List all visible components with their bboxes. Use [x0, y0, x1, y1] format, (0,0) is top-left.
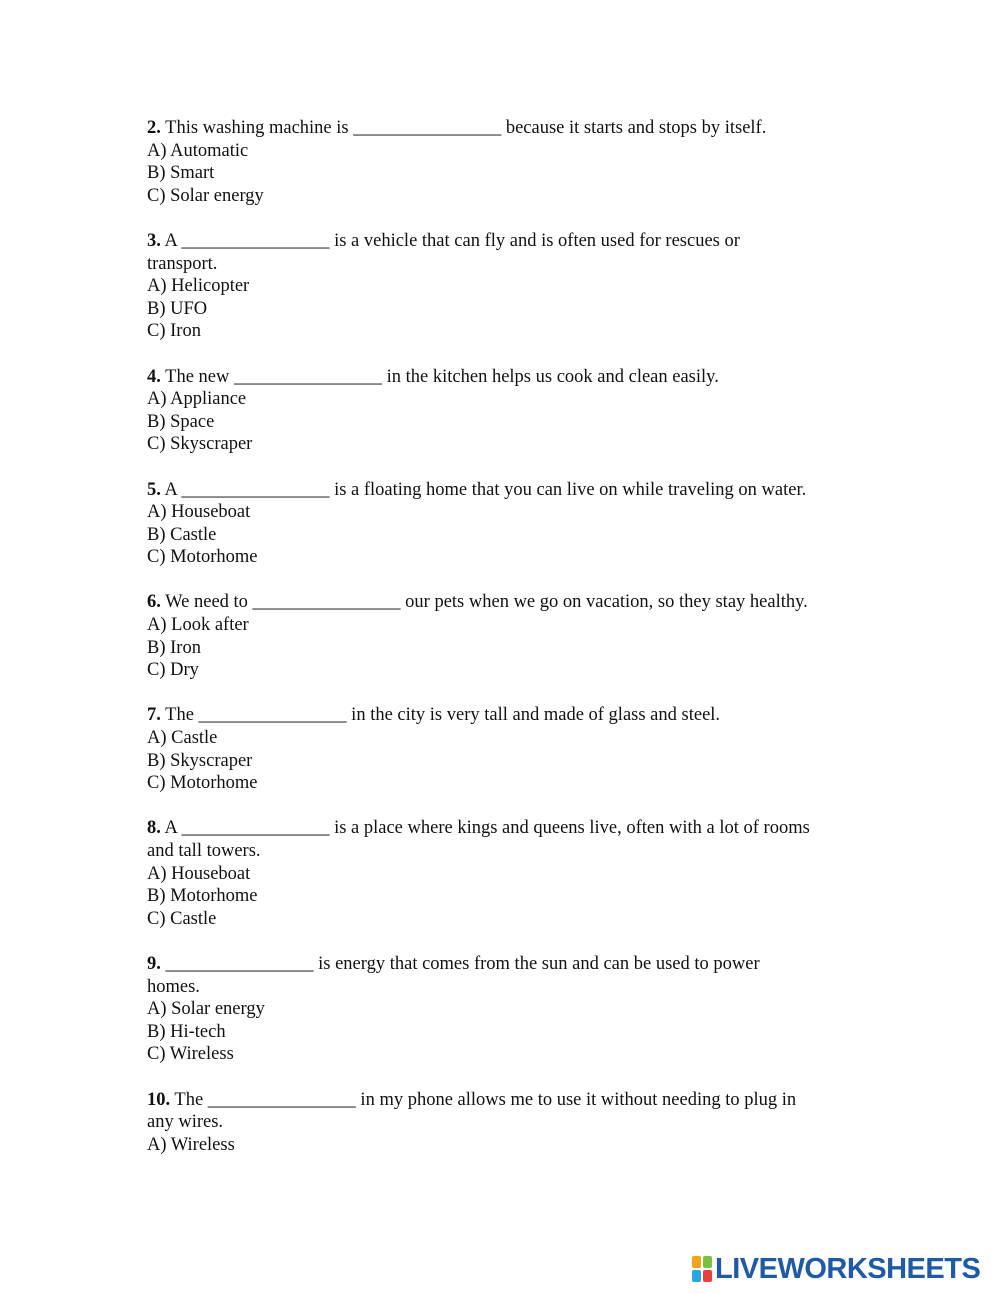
answer-option[interactable]: C) Wireless	[147, 1044, 234, 1065]
worksheet	[147, 117, 867, 1179]
question-block	[147, 817, 867, 930]
answer-option[interactable]: A) Houseboat	[147, 863, 251, 884]
question-text: The ________________ in the city is very tall and made of glass and steel.	[160, 705, 721, 726]
answer-option[interactable]: C) Skyscraper	[147, 434, 253, 455]
question-text: A ________________ is a floating home that you can live on while traveling on water.	[160, 479, 807, 500]
answer-option[interactable]: C) Solar energy	[147, 185, 264, 206]
question-text: A ________________ is a place where kings and queens live, often with a lot of rooms	[160, 818, 810, 839]
answer-option[interactable]: B) UFO	[147, 298, 208, 319]
answer-option[interactable]: A) Solar energy	[147, 999, 265, 1020]
answer-option[interactable]: A) Automatic	[147, 140, 249, 161]
question-number: 5.	[147, 479, 161, 500]
answer-option[interactable]: B) Hi-tech	[147, 1021, 226, 1042]
answer-option[interactable]: C) Dry	[147, 660, 199, 681]
answer-option[interactable]: A) Look after	[147, 615, 249, 636]
question-block	[147, 230, 867, 343]
question-text: and tall towers.	[147, 841, 261, 861]
question-prompt	[147, 704, 867, 727]
answer-option[interactable]: A) Houseboat	[147, 502, 251, 523]
question-text: The new ________________ in the kitchen helps us cook and clean easily.	[160, 366, 719, 387]
question-block	[147, 591, 867, 681]
answer-option[interactable]: C) Iron	[147, 321, 201, 342]
question-text: This washing machine is ________________ because it starts and stops by itself.	[160, 118, 767, 138]
question-prompt	[147, 840, 867, 863]
question-prompt	[147, 253, 867, 276]
answer-option[interactable]: C) Motorhome	[147, 547, 258, 568]
answer-option[interactable]: C) Castle	[147, 908, 217, 929]
question-text: any wires.	[147, 1112, 224, 1133]
question-text: homes.	[147, 976, 200, 997]
question-block	[147, 704, 867, 794]
question-text: ________________ is energy that comes from the sun and can be used to power	[160, 953, 760, 974]
question-block	[147, 366, 867, 456]
logo-mark-square	[692, 1270, 701, 1282]
question-number: 6.	[147, 592, 161, 613]
question-text: The ________________ in my phone allows me to use it without needing to plug in	[170, 1089, 797, 1110]
question-number: 7.	[147, 705, 161, 726]
liveworksheets-logo[interactable]	[692, 1254, 980, 1284]
answer-option[interactable]: B) Iron	[147, 637, 201, 658]
answer-option[interactable]: B) Smart	[147, 163, 215, 184]
question-number: 9.	[147, 953, 161, 974]
question-number: 3.	[147, 230, 161, 251]
question-number: 4.	[147, 366, 161, 387]
answer-option[interactable]: A) Appliance	[147, 389, 247, 410]
logo-mark-square	[703, 1270, 712, 1282]
question-prompt	[147, 1111, 867, 1134]
answer-option[interactable]: B) Skyscraper	[147, 750, 253, 771]
question-block	[147, 479, 867, 569]
answer-option[interactable]: B) Castle	[147, 524, 217, 545]
question-prompt	[147, 953, 867, 976]
answer-option[interactable]: A) Helicopter	[147, 276, 250, 297]
question-prompt	[147, 817, 867, 840]
question-prompt	[147, 976, 867, 999]
question-number: 10.	[147, 1089, 171, 1110]
answer-option[interactable]: B) Motorhome	[147, 886, 258, 907]
question-prompt	[147, 230, 867, 253]
logo-mark-square	[692, 1256, 701, 1268]
logo-mark-icon	[692, 1256, 712, 1282]
question-text: We need to ________________ our pets when we go on vacation, so they stay healthy.	[160, 592, 808, 613]
logo-mark-square	[703, 1256, 712, 1268]
answer-option[interactable]: B) Space	[147, 411, 215, 432]
question-prompt	[147, 1089, 867, 1112]
answer-option[interactable]: C) Motorhome	[147, 773, 258, 794]
question-block	[147, 953, 867, 1066]
question-number: 8.	[147, 818, 161, 839]
answer-option[interactable]: A) Castle	[147, 728, 218, 749]
question-prompt	[147, 117, 867, 140]
logo-text: LIVEWORKSHEETS	[715, 1253, 981, 1285]
question-text: transport.	[147, 253, 218, 274]
question-prompt	[147, 366, 867, 389]
question-block	[147, 1089, 867, 1157]
question-prompt	[147, 591, 867, 614]
question-text: A ________________ is a vehicle that can fly and is often used for rescues or	[160, 230, 740, 251]
answer-option[interactable]: A) Wireless	[147, 1134, 235, 1155]
question-prompt	[147, 479, 867, 502]
question-block	[147, 117, 867, 207]
question-number: 2.	[147, 118, 161, 138]
